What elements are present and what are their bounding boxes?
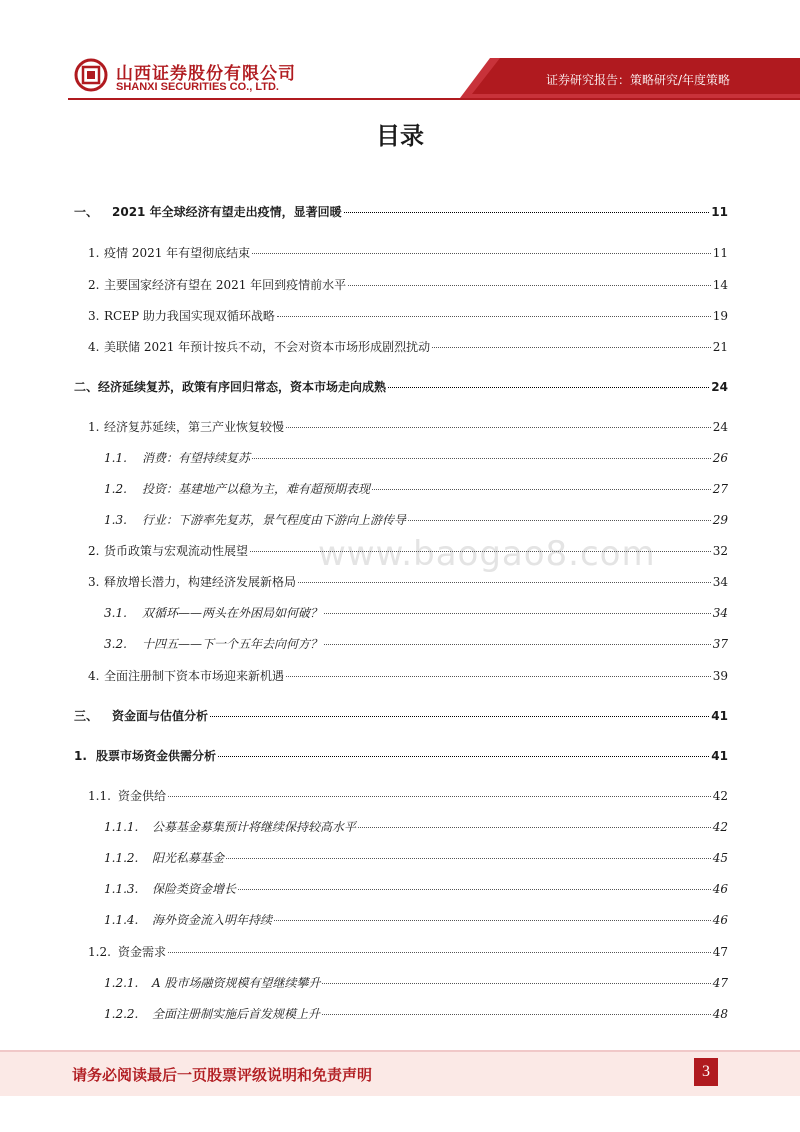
toc-entry[interactable]: 1. 疫情 2021 年有望彻底结束 11 bbox=[88, 246, 728, 260]
toc-entry[interactable]: 1.2.2. 全面注册制实施后首发规模上升 48 bbox=[104, 1007, 728, 1021]
toc-entry-part-2[interactable]: 二、经济延续复苏，政策有序回归常态，资本市场走向成熟 24 bbox=[74, 380, 728, 394]
toc-entry[interactable]: 4. 美联储 2021 年预计按兵不动，不会对资本市场形成剧烈扰动 21 bbox=[88, 340, 728, 354]
page-title: 目录 bbox=[376, 122, 424, 150]
report-header bbox=[0, 0, 800, 100]
toc-entry[interactable]: 1.1.3. 保险类资金增长 46 bbox=[104, 882, 728, 896]
toc-entry[interactable]: 1.2. 资金需求 47 bbox=[88, 945, 728, 959]
toc-entry[interactable]: 3. RCEP 助力我国实现双循环战略 19 bbox=[88, 309, 728, 323]
toc-entry[interactable]: 1.1.4. 海外资金流入明年持续 46 bbox=[104, 913, 728, 927]
toc-entry[interactable]: 2. 主要国家经济有望在 2021 年回到疫情前水平 14 bbox=[88, 278, 728, 292]
toc-entry[interactable]: 1.1.1. 公募基金募集预计将继续保持较高水平 42 bbox=[104, 820, 728, 834]
toc-entry[interactable]: 1. 股票市场资金供需分析 41 bbox=[74, 749, 728, 763]
toc-entry[interactable]: 3. 释放增长潜力，构建经济发展新格局 34 bbox=[88, 575, 728, 589]
watermark: www.baogao8.com bbox=[318, 534, 656, 574]
toc-entry[interactable]: 1.1.2. 阳光私募基金 45 bbox=[104, 851, 728, 865]
disclaimer-text: 请务必阅读最后一页股票评级说明和免责声明 bbox=[72, 1066, 373, 1084]
company-name-en: SHANXI SECURITIES CO., LTD. bbox=[116, 81, 279, 93]
company-name-cn: 山西证券股份有限公司 bbox=[116, 64, 296, 84]
header-divider bbox=[68, 98, 800, 100]
toc-entry[interactable]: 1.2.1. A 股市场融资规模有望继续攀升 47 bbox=[104, 976, 728, 990]
toc-entry[interactable]: 1.1. 资金供给 42 bbox=[88, 789, 728, 803]
toc-entry[interactable]: 1.1. 消费：有望持续复苏 26 bbox=[104, 451, 728, 465]
toc-entry[interactable]: 2. 货币政策与宏观流动性展望 32 bbox=[88, 544, 728, 558]
toc-entry-part-1[interactable]: 一、 2021 年全球经济有望走出疫情，显著回暖 11 bbox=[74, 205, 728, 219]
toc-entry[interactable]: 1. 经济复苏延续，第三产业恢复较慢 24 bbox=[88, 420, 728, 434]
toc-entry-part-3[interactable]: 三、 资金面与估值分析 41 bbox=[74, 709, 728, 723]
page-number: 3 bbox=[694, 1058, 718, 1086]
toc-entry[interactable]: 3.2. 十四五——下一个五年去向何方？ 37 bbox=[104, 637, 728, 651]
toc-entry[interactable]: 1.3. 行业：下游率先复苏，景气程度由下游向上游传导 29 bbox=[104, 513, 728, 527]
report-type-label: 证券研究报告：策略研究/年度策略 bbox=[545, 73, 730, 87]
toc-entry[interactable]: 1.2. 投资：基建地产以稳为主，难有超预期表现 27 bbox=[104, 482, 728, 496]
toc-entry[interactable]: 4. 全面注册制下资本市场迎来新机遇 39 bbox=[88, 669, 728, 683]
toc-entry[interactable]: 3.1. 双循环——两头在外困局如何破？ 34 bbox=[104, 606, 728, 620]
